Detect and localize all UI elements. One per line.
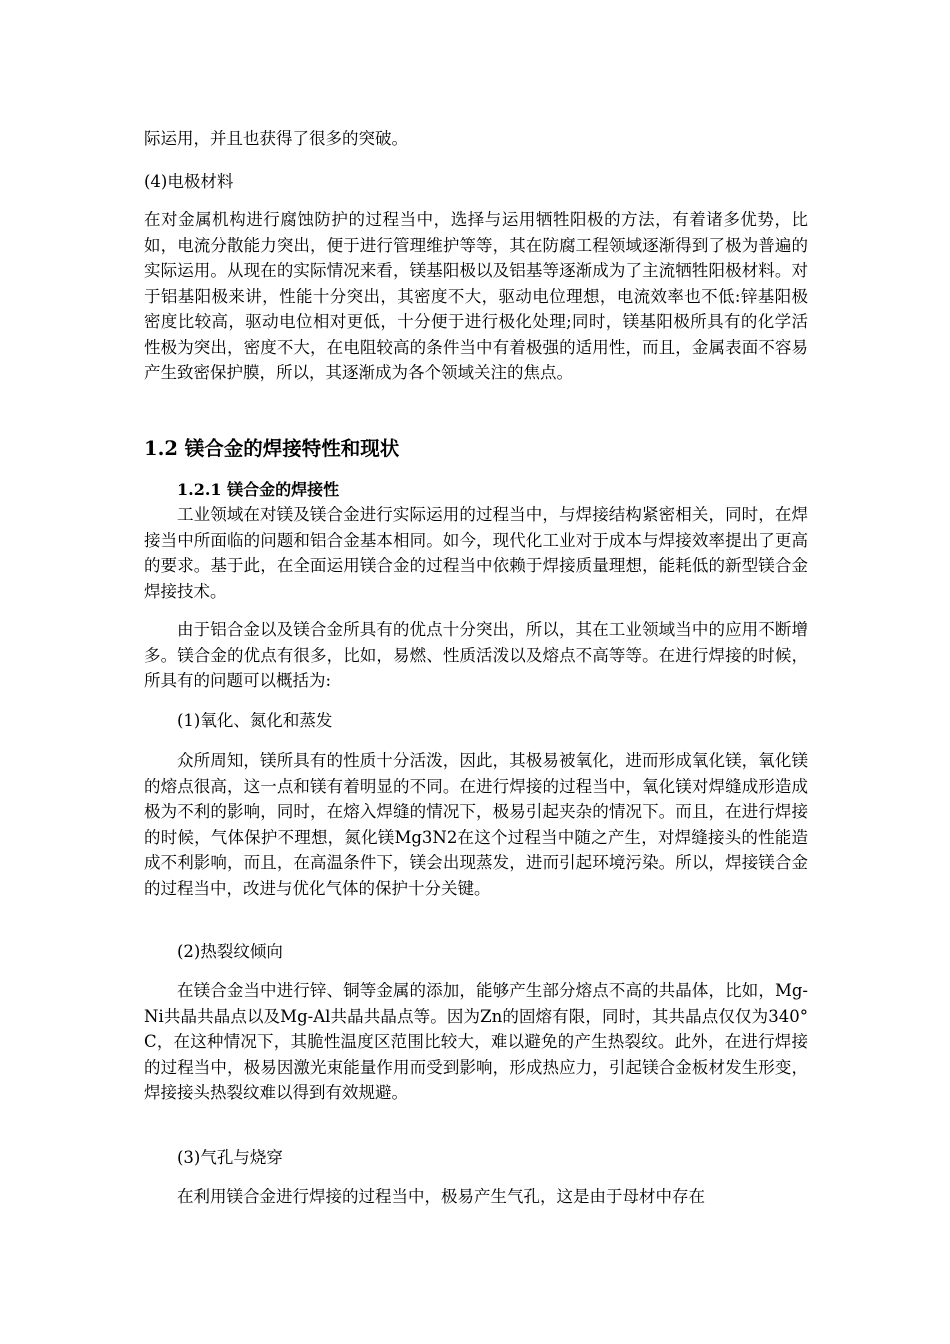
paragraph-continuation: 际运用，并且也获得了很多的突破。	[144, 129, 408, 148]
item-electrode-material: (4)电极材料	[144, 172, 234, 191]
item-hot-crack: (2)热裂纹倾向	[177, 942, 283, 961]
item-porosity: (3)气孔与烧穿	[177, 1148, 283, 1167]
paragraph-welding-industry: 工业领域在对镁及镁合金进行实际运用的过程当中，与焊接结构紧密相关，同时，在焊接当中所面临的问题和铝合金基本相同。如今，现代化工业对于成本与焊接效率提出了更高的要求。基于此，在全面运用镁合金的过程当中依赖于焊接质量理想，能耗低的新型镁合金焊接技术。	[144, 505, 808, 601]
paragraph-hot-crack: 在镁合金当中进行锌、铜等金属的添加，能够产生部分熔点不高的共晶体，比如，Mg-Ni共晶共晶点以及Mg-Al共晶共晶点等。因为Zn的固熔有限，同时，其共晶点仅仅为340°C，在这种情况下，其脆性温度区范围比较大，难以避免的产生热裂纹。此外，在进行焊接的过程当中，极易因激光束能量作用而受到影响，形成热应力，引起镁合金板材发生形变，焊接接头热裂纹难以得到有效规避。	[144, 981, 808, 1102]
paragraph-porosity: 在利用镁合金进行焊接的过程当中，极易产生气孔，这是由于母材中存在	[177, 1187, 705, 1206]
item-oxidation: (1)氧化、氮化和蒸发	[177, 711, 333, 730]
section-heading-1-2: 1.2 镁合金的焊接特性和现状	[144, 437, 400, 460]
paragraph-electrode-material: 在对金属机构进行腐蚀防护的过程当中，选择与运用牺牲阳极的方法，有着诸多优势，比如，电流分散能力突出，便于进行管理维护等等，其在防腐工程领域逐渐得到了极为普遍的实际运用。从现在的实际情况来看，镁基阳极以及铝基等逐渐成为了主流牺牲阳极材料。对于铝基阳极来讲，性能十分突出，其密度不大，驱动电位理想，电流效率也不低:锌基阳极密度比较高，驱动电位相对更低，十分便于进行极化处理;同时，镁基阳极所具有的化学活性极为突出，密度不大，在电阻较高的条件当中有着极强的适用性，而且，金属表面不容易产生致密保护膜，所以，其逐渐成为各个领域关注的焦点。	[144, 210, 808, 382]
subsection-heading-1-2-1: 1.2.1 镁合金的焊接性	[177, 480, 340, 499]
paragraph-oxidation: 众所周知，镁所具有的性质十分活泼，因此，其极易被氧化，进而形成氧化镁，氧化镁的熔点很高，这一点和镁有着明显的不同。在进行焊接的过程当中，氧化镁对焊缝成形造成极为不利的影响，同时，在熔入焊缝的情况下，极易引起夹杂的情况下。而且，在进行焊接的时候，气体保护不理想，氮化镁Mg3N2在这个过程当中随之产生，对焊缝接头的性能造成不利影响，而且，在高温条件下，镁会出现蒸发，进而引起环境污染。所以，焊接镁合金的过程当中，改进与优化气体的保护十分关键。	[144, 751, 808, 898]
paragraph-welding-problems: 由于铝合金以及镁合金所具有的优点十分突出，所以，其在工业领域当中的应用不断增多。镁合金的优点有很多，比如，易燃、性质活泼以及熔点不高等等。在进行焊接的时候，所具有的问题可以概括为:	[144, 620, 808, 690]
